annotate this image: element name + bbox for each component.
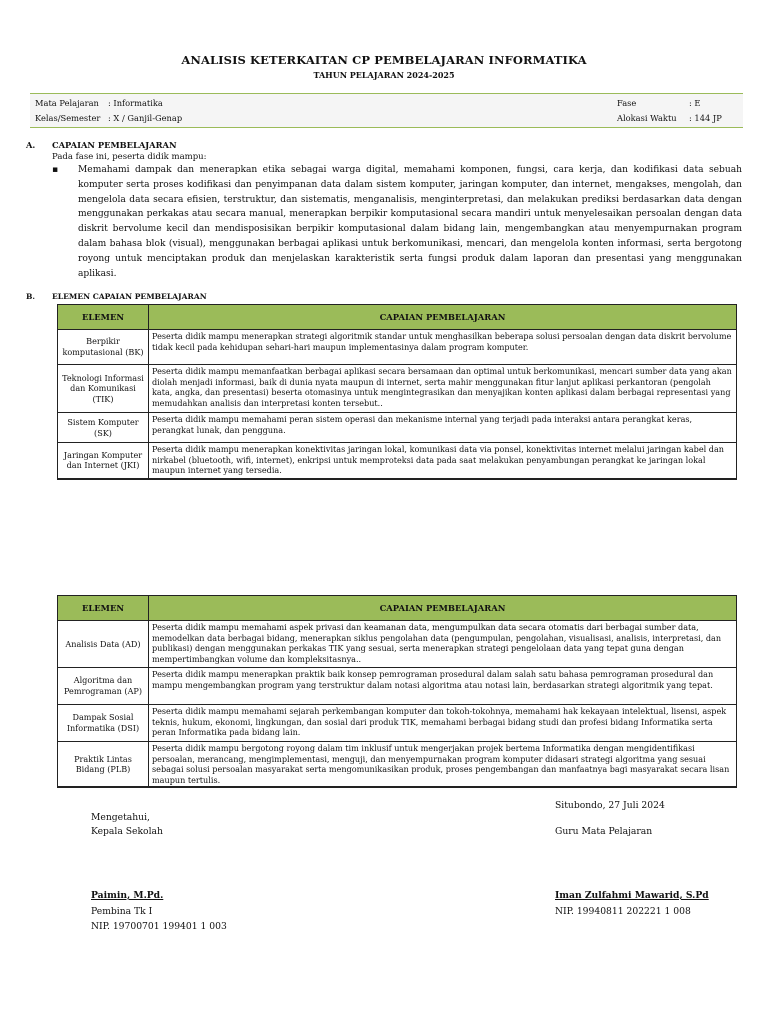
elemen-table-1 — [57, 304, 737, 480]
document-subtitle: TAHUN PELAJARAN 2024-2025 — [313, 70, 455, 80]
mengetahui-label: Mengetahui, — [91, 812, 150, 823]
alokasi-label: Alokasi Waktu — [617, 113, 677, 123]
capaian-cell: Peserta didik mampu menerapkan konektivitas jaringan lokal, komunikasi data via ponsel, konektivitas internet melalui jaringan kabel dan nirkabel (bluetooth, wifi, internet), enkripsi untuk memproteksi data pada saat melakukan penyambungan perangkat ke jaringan lokal maupun internet yang tersedia. — [149, 443, 737, 479]
section-a-letter: A. — [26, 140, 36, 150]
section-a-intro: Pada fase ini, peserta didik mampu: — [52, 152, 207, 162]
kepala-sekolah-name: Paimin, M.Pd. — [91, 890, 164, 901]
elemen-cell: Teknologi Informasi dan Komunikasi (TIK) — [58, 365, 149, 413]
kelas-label: Kelas/Semester — [35, 113, 101, 123]
elemen-cell: Berpikir komputasional (BK) — [58, 330, 149, 365]
capaian-cell: Peserta didik mampu memahami aspek privasi dan keamanan data, mengumpulkan data secara otomatis dari berbagai sumber data, memodelkan data berbagai bidang, menerapkan siklus pengolahan data (pengumpulan, pengolahan, visualisasi, analisis, interpretasi, dan publikasi) dengan menggunakan perkakas TIK yang sesuai, serta menerapkan strategi pengelolaan data yang tepat guna dengan mempertimbangkan volume dan kompleksitasnya.. — [149, 621, 737, 668]
section-a-title: CAPAIAN PEMBELAJARAN — [52, 140, 177, 150]
table-row — [58, 668, 737, 705]
fase-value: : E — [689, 98, 701, 108]
section-b-title: ELEMEN CAPAIAN PEMBELAJARAN — [52, 292, 207, 301]
header-capaian: CAPAIAN PEMBELAJARAN — [149, 596, 737, 621]
mapel-label: Mata Pelajaran — [35, 98, 99, 108]
elemen-cell: Jaringan Komputer dan Internet (JKI) — [58, 443, 149, 479]
info-box — [30, 93, 743, 128]
capaian-cell: Peserta didik mampu memahami peran sistem operasi dan mekanisme internal yang terjadi pada interaksi antara perangkat keras, perangkat lunak, dan pengguna. — [149, 413, 737, 443]
table-row — [58, 621, 737, 668]
table-row — [58, 742, 737, 788]
header-elemen: ELEMEN — [58, 305, 149, 330]
table-row — [58, 330, 737, 365]
capaian-cell: Peserta didik mampu memanfaatkan berbagai aplikasi secara bersamaan dan optimal untuk berkomunikasi, mencari sumber data yang akan diolah menjadi informasi, baik di dunia nyata maupun di internet, serta mahir menggunakan fitur lanjut aplikasi perkantoran (pengolah kata, angka, dan presentasi) beserta otomasinya untuk mengintegrasikan dan menyajikan konten aplikasi dalam berbagai representasi yang memudahkan analisis dan interpretasi konten tersebut.. — [149, 365, 737, 413]
bullet-icon: ▪ — [52, 165, 59, 175]
mapel-value: : Informatika — [108, 98, 163, 108]
place-date: Situbondo, 27 Juli 2024 — [555, 800, 665, 811]
table-row — [58, 365, 737, 413]
elemen-table-2 — [57, 595, 737, 788]
table-header-row — [58, 305, 737, 330]
alokasi-value: : 144 JP — [689, 113, 722, 123]
elemen-cell: Sistem Komputer (SK) — [58, 413, 149, 443]
kepala-sekolah-label: Kepala Sekolah — [91, 826, 163, 837]
guru-name: Iman Zulfahmi Mawarid, S.Pd — [555, 890, 709, 901]
table-header-row — [58, 596, 737, 621]
kelas-value: : X / Ganjil-Genap — [108, 113, 183, 123]
capaian-cell: Peserta didik mampu menerapkan strategi algoritmik standar untuk menghasilkan beberapa solusi persoalan dengan data diskrit bervolume tidak kecil pada kehidupan sehari-hari maupun implementasinya dalam program komputer. — [149, 330, 737, 365]
capaian-cell: Peserta didik mampu memahami sejarah perkembangan komputer dan tokoh-tokohnya, memahami hak kekayaan intelektual, lisensi, aspek teknis, hukum, ekonomi, lingkungan, dan sosial dari produk TIK, memahami berbagai bidang studi dan profesi bidang Informatika serta peran Informatika pada bidang lain. — [149, 705, 737, 742]
header-capaian: CAPAIAN PEMBELAJARAN — [149, 305, 737, 330]
capaian-cell: Peserta didik mampu menerapkan praktik baik konsep pemrograman prosedural dalam salah satu bahasa pemrograman prosedural dan mampu mengembangkan program yang terstruktur dalam notasi algoritma atau notasi lain, berdasarkan strategi algoritmik yang tepat. — [149, 668, 737, 705]
document-title: ANALISIS KETERKAITAN CP PEMBELAJARAN INFORMATIKA — [181, 53, 587, 67]
table-row — [58, 413, 737, 443]
guru-label: Guru Mata Pelajaran — [555, 826, 653, 837]
capaian-paragraph: Memahami dampak dan menerapkan etika sebagai warga digital, memahami komponen, fungsi, cara kerja, dan kodifikasi data sebuah komputer serta proses kodifikasi dan penyimpanan data dalam sistem komputer, jaringan komputer, dan internet, mengakses, mengolah, dan mengelola data secara efisien, terstruktur, dan sistematis, menganalisis, menginterpretasi, dan melakukan prediksi berdasarkan data dengan menggunakan perkakas atau secara manual, menerapkan berpikir komputasional secara mandiri untuk menyelesaikan persoalan dengan data diskrit bervolume kecil dan mendisposisikan berpikir komputasional dalam bidang lain, mengembangkan atau menyempurnakan program dalam bahasa blok (visual), menggunakan berbagai aplikasi untuk berkomunikasi, mencari, dan mengelola konten informasi, serta bergotong royong untuk menciptakan produk dan menjelaskan karakteristik serta fungsi produk dalam laporan dan presentasi yang menggunakan aplikasi. — [78, 165, 742, 279]
header-elemen: ELEMEN — [58, 596, 149, 621]
capaian-cell: Peserta didik mampu bergotong royong dalam tim inklusif untuk mengerjakan projek bertema Informatika dengan mengidentifikasi persoalan, merancang, mengimplementasi, menguji, dan menyempurnakan program komputer didasari strategi algoritma yang sesuai sebagai solusi persoalan masyarakat serta mengomunikasikan produk, proses pengembangan dan manfaatnya bagi masyarakat secara lisan maupun tertulis. — [149, 742, 737, 788]
kepala-sekolah-nip: NIP. 19700701 199401 1 003 — [91, 921, 227, 932]
kepala-sekolah-rank: Pembina Tk I — [91, 906, 153, 917]
section-b-letter: B. — [26, 292, 36, 301]
elemen-cell: Dampak Sosial Informatika (DSI) — [58, 705, 149, 742]
table-row — [58, 705, 737, 742]
elemen-cell: Analisis Data (AD) — [58, 621, 149, 668]
guru-nip: NIP. 19940811 202221 1 008 — [555, 906, 691, 917]
elemen-cell: Algoritma dan Pemrograman (AP) — [58, 668, 149, 705]
fase-label: Fase — [617, 98, 637, 108]
elemen-cell: Praktik Lintas Bidang (PLB) — [58, 742, 149, 788]
table-row — [58, 443, 737, 479]
